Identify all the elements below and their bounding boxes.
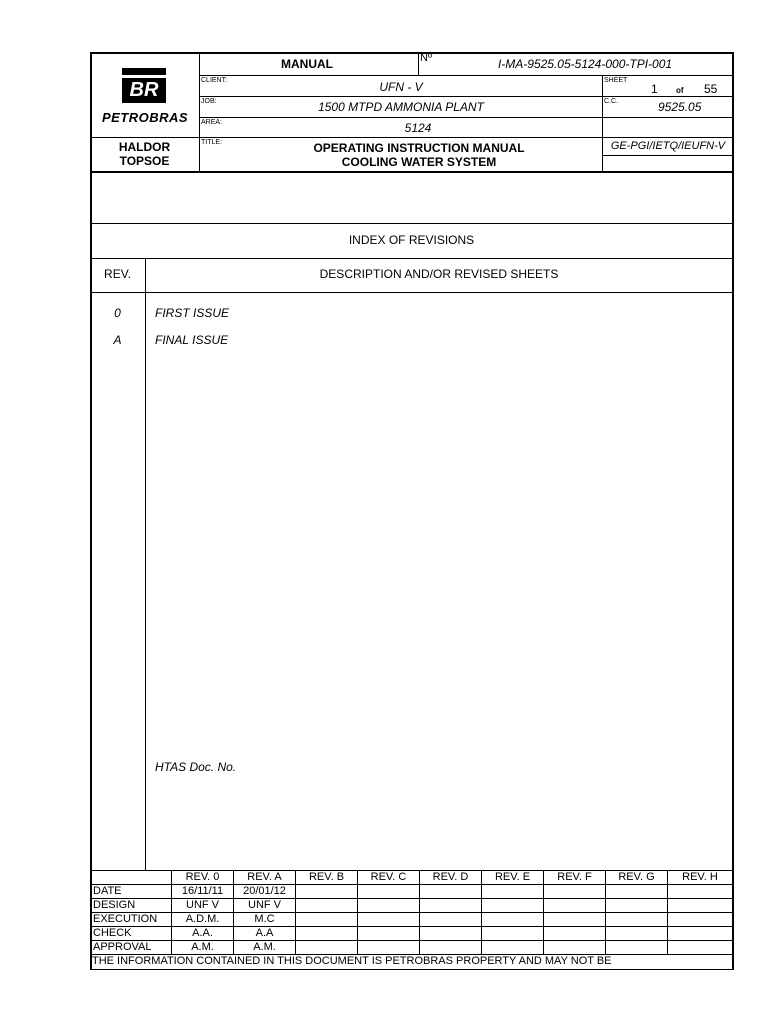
petrobras-logo: [122, 68, 166, 104]
row-label-design: DESIGN: [93, 899, 136, 911]
execution-rev-a: M.C: [254, 913, 275, 925]
col-desc-header: DESCRIPTION AND/OR REVISED SHEETS: [319, 267, 559, 281]
contractor-name-line1: HALDOR: [118, 140, 171, 154]
row-label-date: DATE: [93, 885, 122, 897]
title-line1: OPERATING INSTRUCTION MANUAL: [313, 141, 525, 155]
row-label-execution: EXECUTION: [93, 913, 158, 925]
number-label: Nº: [420, 52, 432, 64]
document-number: I-MA-9525.05-5124-000-TPI-001: [497, 57, 673, 71]
logo-br-box: [122, 78, 166, 103]
revision-entry-desc: FINAL ISSUE: [155, 333, 229, 347]
frame-bottom: [90, 969, 734, 970]
frame-top: [90, 52, 734, 54]
frame-left: [90, 52, 92, 970]
title-label: TITLE:: [201, 139, 223, 146]
company-name: PETROBRAS: [101, 110, 189, 125]
rev-header: REV. B: [308, 871, 345, 883]
property-notice: THE INFORMATION CONTAINED IN THIS DOCUMENT IS PETROBRAS PROPERTY AND MAY NOT BE: [92, 955, 612, 967]
logo-top-bar: [122, 68, 166, 75]
title-line2: COOLING WATER SYSTEM: [341, 155, 497, 169]
rev-header: REV. D: [432, 871, 469, 883]
sheet-total: 55: [704, 82, 718, 96]
rev-header: REV. G: [618, 871, 655, 883]
date-rev-a: 20/01/12: [243, 885, 286, 897]
client-label: CLIENT:: [201, 77, 228, 84]
client-value: UFN - V: [379, 80, 423, 94]
contractor-name-line2: TOPSOE: [119, 154, 170, 168]
check-rev-0: A.A.: [192, 927, 213, 939]
cc-value: 9525.05: [658, 100, 702, 114]
sheet-label: SHEET: [604, 77, 628, 84]
sheet-number: 1: [651, 82, 658, 96]
design-rev-a: UNF V: [248, 899, 281, 911]
rev-header: REV. F: [557, 871, 592, 883]
row-label-approval: APPROVAL: [93, 941, 152, 953]
area-label: AREA:: [201, 119, 223, 126]
rev-header: REV. H: [682, 871, 718, 883]
job-label: JOB:: [201, 98, 217, 105]
row-label-check: CHECK: [93, 927, 132, 939]
frame-right: [732, 52, 734, 970]
rev-header: REV. A: [247, 871, 282, 883]
cc-label: C.C.: [604, 98, 618, 105]
revision-entry-desc: FIRST ISSUE: [155, 306, 230, 320]
design-rev-0: UNF V: [186, 899, 219, 911]
htas-doc-note: HTAS Doc. No.: [155, 760, 237, 774]
sheet-of: of: [676, 86, 684, 95]
rev-header: REV. E: [494, 871, 531, 883]
date-rev-0: 16/11/11: [181, 885, 224, 897]
reference-code: GE-PGI/IETQ/IEUFN-V: [610, 140, 726, 152]
rev-column-divider: [145, 258, 146, 870]
doc-type: MANUAL: [281, 57, 333, 71]
approval-rev-0: A.M.: [191, 941, 214, 953]
rev-header: REV. 0: [185, 871, 220, 883]
area-value: 5124: [404, 121, 432, 135]
check-rev-a: A.A: [255, 927, 274, 939]
logo-br-text: BR: [129, 79, 159, 101]
execution-rev-0: A.D.M.: [185, 913, 220, 925]
revision-entry-rev: 0: [114, 306, 121, 320]
rev-header: REV. C: [370, 871, 407, 883]
col-rev-header: REV.: [104, 267, 131, 281]
approval-rev-a: A.M.: [253, 941, 276, 953]
job-value: 1500 MTPD AMMONIA PLANT: [318, 100, 484, 114]
revision-entry-rev: A: [113, 333, 122, 347]
index-title: INDEX OF REVISIONS: [348, 233, 475, 247]
